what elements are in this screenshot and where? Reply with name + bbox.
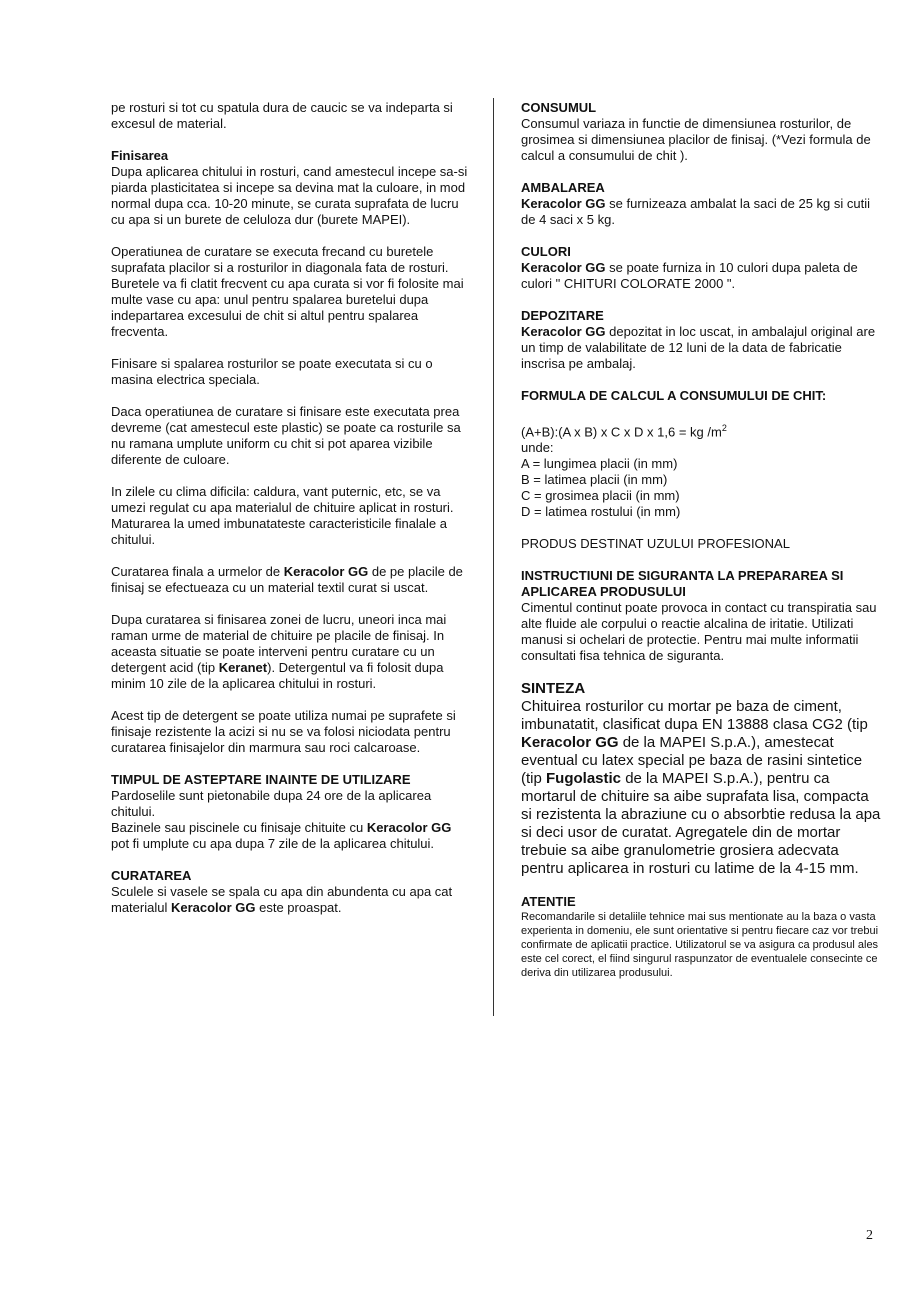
finisarea-p1: Dupa aplicarea chitului in rosturi, cand amestecul incepe sa-si piarda plasticitatea si incepe sa devina mat la culoare, in mod normal dupa cca. 10-20 minute, se curata suprafata de lucru cu apa si un burete de celuloza dur (burete MAPEI). <box>111 164 468 227</box>
ambalarea-text: Keracolor GG se furnizeaza ambalat la saci de 25 kg si cutii de 4 saci x 5 kg. <box>521 196 870 227</box>
finisarea-p8: Acest tip de detergent se poate utiliza numai pe suprafete si finisaje rezistente la acizi si nu se va folosi niciodata pentru curatarea finisajelor din marmura sau roci calcaroase. <box>111 708 456 755</box>
curatarea-heading: CURATAREA <box>111 868 192 883</box>
intro-paragraph: pe rosturi si tot cu spatula dura de caucic se va indeparta si excesul de material. <box>111 100 453 131</box>
depozitare-heading: DEPOZITARE <box>521 308 604 323</box>
brand-name: Keracolor GG <box>521 260 606 275</box>
page-number: 2 <box>866 1228 873 1243</box>
culori-heading: CULORI <box>521 244 571 259</box>
brand-name: Keracolor GG <box>521 734 619 752</box>
brand-name: Keracolor GG <box>521 324 606 339</box>
timpul-p2: Bazinele sau piscinele cu finisaje chituite cu Keracolor GG pot fi umplute cu apa dupa 7 zile de la aplicarea chitului. <box>111 820 452 851</box>
formula-heading: FORMULA DE CALCUL A CONSUMULUI DE CHIT: <box>521 388 827 403</box>
finisarea-p5: In zilele cu clima dificila: caldura, vant puternic, etc, se va umezi regulat cu apa materialul de chituire aplicat in rosturi. Maturarea la umed imbunatateste caracteristicile finalale a chitului. <box>111 484 454 547</box>
instructiuni-heading: INSTRUCTIUNI DE SIGURANTA LA PREPARAREA SI APLICAREA PRODUSULUI <box>521 568 844 600</box>
finisarea-p7: Dupa curatarea si finisarea zonei de lucru, uneori inca mai raman urme de material de chituire pe placile de finisaj. In aceasta situatie se poate interveni pentru curatare cu un detergent acid (tip Keranet). Detergentul va fi folosit dupa minim 10 zile de la aplicarea chitului in rosturi. <box>111 612 447 691</box>
curatarea-text: Sculele si vasele se spala cu apa din abundenta cu apa cat materialul Keracolor GG este proaspat. <box>111 884 453 915</box>
formula-a: A = lungimea placii (in mm) <box>521 456 678 472</box>
finisarea-p3: Finisare si spalarea rosturilor se poate executata si cu o masina electrica speciala. <box>111 356 433 387</box>
formula-expression: (A+B):(A x B) x C x D x 1,6 = kg $/m^2$ <box>521 423 727 440</box>
brand-name: Keracolor GG <box>366 820 452 835</box>
finisarea-p4: Daca operatiunea de curatare si finisare este executata prea devreme (cat amestecul este plastic) se poate ca rosturile sa nu ramana umplute uniform cu chit si pot aparea vizibile diferente de culoare. <box>111 404 461 467</box>
brand-name: Fugolastic <box>546 770 622 788</box>
culori-text: Keracolor GG se poate furniza in 10 culori dupa paleta de culori " CHITURI COLORATE 2000 ". <box>521 260 858 291</box>
formula-unde: unde: <box>521 440 554 456</box>
sinteza-heading: SINTEZA <box>521 680 586 698</box>
atentie-text: Recomandarile si detaliile tehnice mai sus mentionate au la baza o vasta experienta in domeniu, ele sunt orientative si pentru fiecare caz vor trebui confirmate de aplicatii practice. Utilizatorul se va asigura ca produsul ales este cel corect, el fiind singurul raspunzator de eventualele consecinte ce deriva din utilizarea produsului. <box>521 911 879 980</box>
brand-name: Keracolor GG <box>521 196 606 211</box>
finisarea-p6: Curatarea finala a urmelor de Keracolor GG de pe placile de finisaj se efectueaza cu un material textil curat si uscat. <box>111 564 463 595</box>
consumul-heading: CONSUMUL <box>521 100 597 115</box>
brand-name: Keracolor GG <box>170 900 256 915</box>
finisarea-heading: Finisarea <box>111 148 169 163</box>
left-column <box>111 100 469 932</box>
atentie-heading: ATENTIE <box>521 894 576 910</box>
depozitare-text: Keracolor GG depozitat in loc uscat, in ambalajul original are un timp de valabilitate de 12 luni de la data de fabricatie inscrisa pe ambalaj. <box>521 324 876 371</box>
timpul-p1: Pardoselile sunt pietonabile dupa 24 ore de la aplicarea chitului. <box>111 788 432 819</box>
consumul-text: Consumul variaza in functie de dimensiunea rosturilor, de grosimea si dimensiunea placilor de finisaj. (*Vezi formula de calcul a consumului de chit ). <box>521 116 871 163</box>
formula-c: C = grosimea placii (in mm) <box>521 488 680 504</box>
finisarea-p2: Operatiunea de curatare se executa frecand cu buretele suprafata placilor si a rosturilor in diagonala fata de rosturi. Buretele va fi clatit frecvent cu apa curata si vor fi folosite mai multe vase cu apa: unul pentru spalarea buretelui dupa indepartarea excesului de chit si altul pentru spalarea frecventa. <box>111 244 464 339</box>
instructiuni-text: Cimentul continut poate provoca in contact cu transpiratia sau alte fluide ale corpului o reactie alcalina de iritatie. Utilizati manusi si ochelari de protectie. Pentru mai multe informatii consultati fisa tehnica de siguranta. <box>521 600 877 664</box>
brand-name: Keranet <box>218 660 268 675</box>
produs-professional: PRODUS DESTINAT UZULUI PROFESIONAL <box>521 536 790 552</box>
formula-d: D = latimea rostului (in mm) <box>521 504 681 520</box>
timpul-heading: TIMPUL DE ASTEPTARE INAINTE DE UTILIZARE <box>111 772 411 787</box>
formula-b: B = latimea placii (in mm) <box>521 472 668 488</box>
right-column <box>521 100 881 980</box>
brand-name: Keracolor GG <box>283 564 369 579</box>
sinteza-text: Chituirea rosturilor cu mortar pe baza de ciment, imbunatatit, clasificat dupa EN 13888 clasa CG2 (tip Keracolor GG de la MAPEI S.p.A.), amestecat eventual cu latex special pe baza de rasini sintetice (tip Fugolastic de la MAPEI S.p.A.), pentru ca mortarul de chituire sa aibe suprafata lisa, compacta si rezistenta la abraziune cu o absorbtie redusa la apa si deci usor de curatat. Agregatele din de mortar trebuie sa aibe granulometrie grosiera adecvata pentru aplicarea in rosturi cu latime de la 4-15 mm. <box>521 698 881 878</box>
ambalarea-heading: AMBALAREA <box>521 180 605 195</box>
column-divider <box>493 98 494 1016</box>
